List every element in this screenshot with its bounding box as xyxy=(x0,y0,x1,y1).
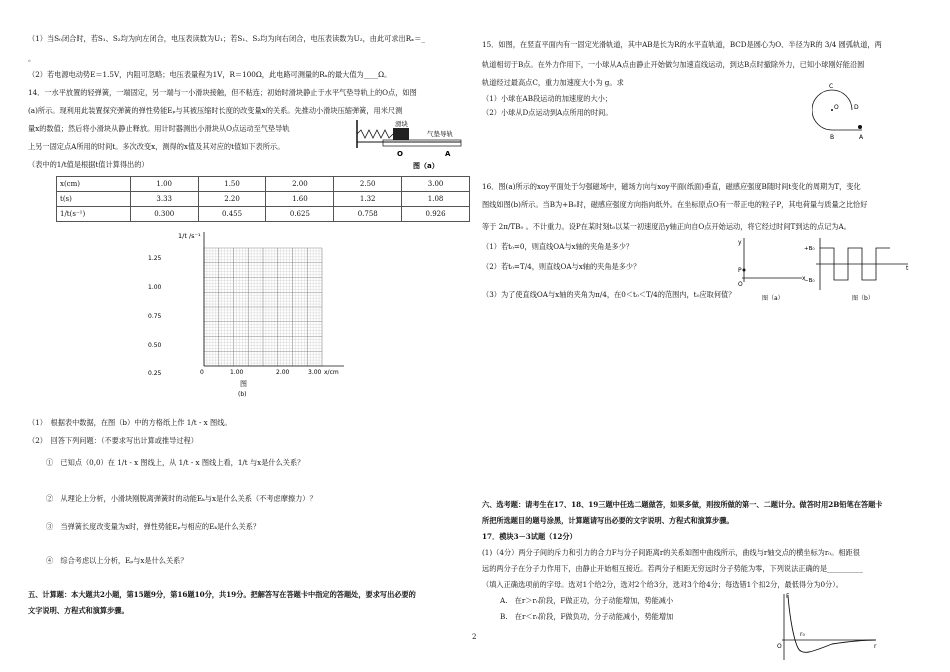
table-row-label: x(cm) xyxy=(57,177,131,192)
fig16-t: t xyxy=(906,265,909,272)
label-o: O xyxy=(834,104,839,111)
xtick-1: 1.00 xyxy=(230,369,244,376)
data-table xyxy=(56,176,470,222)
q15-line1: 15．如图，在竖直平面内有一固定光滑轨道，其中AB是长为R的水平直轨道，BCD是圆心为O、半径为R的 3/4 圆弧轨道，两 xyxy=(482,40,882,49)
fig16-b0p: +B₀ xyxy=(804,246,815,252)
graph-ylabel: 1/t /s⁻¹ xyxy=(178,232,201,240)
table-cell: 3.00 xyxy=(402,177,470,192)
figure-16 xyxy=(732,234,922,304)
ytick-3: 0.75 xyxy=(148,313,162,320)
table-row xyxy=(57,177,470,192)
q16-line3: 等于 2π/TB₀ 。不计重力。设P在某时刻t₀以某一初速度沿y轴正向自O点开始运动，将它经过时间T到达的点记为A。 xyxy=(482,222,851,231)
label-c: C xyxy=(829,83,834,90)
label-d: D xyxy=(854,104,859,111)
table-row xyxy=(57,207,470,222)
q16-sub3: （3）为了使直线OA与x轴的夹角为π/4，在0＜t₀＜T/4的范围内，t₀应取何值？ xyxy=(482,290,736,299)
q14-sub1: （1） 根据表中数据，在图（b）中的方格纸上作 1/t - x 图线。 xyxy=(28,418,232,427)
fig16-b0m: −B₀ xyxy=(804,278,815,284)
graph-b xyxy=(148,228,348,398)
table-row-label: 1/t(s⁻¹) xyxy=(57,207,131,222)
ytick-2: 1.00 xyxy=(148,284,162,291)
q14-line1: 14．一水平放置的轻弹簧，一端固定，另一端与一小滑块接触，但不粘连；初始时滑块静止于水平气垫导轨上的O点，如图 xyxy=(28,88,417,97)
page-number: 2 xyxy=(472,633,477,641)
ytick-1: 1.25 xyxy=(148,255,162,262)
q16-sub2: （2）若t₀=T/4，则直线OA与x轴的夹角是多少？ xyxy=(482,262,641,271)
q16-line1: 16．图(a)所示的xoy平面处于匀强磁场中，磁场方向与xoy平面(纸面)垂直，磁感应强度B随时间t变化的周期为T，变化 xyxy=(482,182,861,191)
ytick-4: 0.50 xyxy=(148,342,162,349)
table-cell: 0.455 xyxy=(198,207,266,222)
fig17-f: F xyxy=(786,593,790,600)
fig17-o: O xyxy=(777,643,782,650)
q14-sub2-4: ④ 综合考虑以上分析，Eₚ与x是什么关系？ xyxy=(46,556,188,565)
section5-line2: 文字说明、方程式和演算步骤。 xyxy=(28,606,129,615)
x-unit: x/cm xyxy=(324,369,339,376)
label-a: A xyxy=(859,134,864,141)
q13-part1: （1）当S₀闭合时，若S₁、S₂均为向左闭合，电压表读数为U₁；若S₁、S₂均为向右闭合，电压表读数为U₂，由此可求出Rₓ＝_ xyxy=(28,34,425,43)
q16-sub1: （1）若t₀=0，则直线OA与x轴的夹角是多少？ xyxy=(482,242,634,251)
q14-line4: 上另一固定点A所用的时间t。多次改变x，测得的x值及其对应的t值如下表所示。 xyxy=(28,142,285,151)
figure-17-force-curve xyxy=(772,590,882,662)
fig16-y: y xyxy=(738,239,742,246)
q17-line3: （填入正确选项前的字母。选对1个给2分，选对2个给3分，选对3个给4分；每选错1个扣2分，最低得分为0分）。 xyxy=(482,580,843,589)
table-cell: 1.08 xyxy=(402,192,470,207)
q16-line2: 图线如图(b)所示。当B为+B₀时，磁感应强度方向指向纸外。在坐标原点O有一带正电的粒子P，其电荷量与质量之比恰好 xyxy=(482,200,868,209)
fig17-r: r xyxy=(874,643,877,650)
table-cell: 0.926 xyxy=(402,207,470,222)
point-a-label: A xyxy=(445,150,451,158)
xtick-3: 3.00 xyxy=(308,369,322,376)
graph-caption: 图 xyxy=(240,380,247,388)
section6-line2: 所把所选题目的题号涂黑，计算题请写出必要的文字说明、方程式和演算步骤。 xyxy=(482,516,734,525)
q14-sub2-3: ③ 当弹簧长度改变量为x时，弹性势能Eₚ与相应的Eₖ是什么关系？ xyxy=(46,522,261,531)
table-cell: 1.32 xyxy=(334,192,402,207)
table-cell: 0.625 xyxy=(266,207,334,222)
fig16-x: x xyxy=(802,275,806,282)
table-cell: 1.00 xyxy=(130,177,198,192)
table-cell: 1.50 xyxy=(198,177,266,192)
fig16-p: P xyxy=(738,267,742,274)
q13-part1-end: 。 xyxy=(28,54,36,63)
figure-15-track xyxy=(812,68,872,142)
q15-line3: 轨道经过最高点C，重力加速度大小为 g。求 xyxy=(482,78,624,87)
table-cell: 0.758 xyxy=(334,207,402,222)
table-cell: 2.50 xyxy=(334,177,402,192)
graph-caption-b: (b) xyxy=(238,391,247,398)
q14-line5: （表中的1/t值是根据t值计算得出的） xyxy=(28,160,149,169)
q15-sub2: （2）小球从D点运动到A点所用的时间。 xyxy=(482,108,613,117)
q14-sub2-1: ① 已知点（0,0）在 1/t - x 图线上，从 1/t - x 图线上看，1/t 与x是什么关系？ xyxy=(46,458,305,467)
q15-line2: 轨道相切于B点。在外力作用下，一小球从A点由静止开始做匀加速直线运动，到达B点时撤除外力，已知小球刚好能沿圆 xyxy=(482,60,865,69)
q14-line3: 量x的数值；然后将小滑块从静止释放。用计时器测出小滑块从O点运动至气垫导轨 xyxy=(28,124,290,133)
label-b: B xyxy=(830,134,835,141)
table-cell: 0.300 xyxy=(130,207,198,222)
fig16-capa: 图（a） xyxy=(762,295,784,302)
q14-sub2: （2） 回答下列问题：（不要求写出计算或推导过程） xyxy=(28,436,198,445)
q17-line2: 远的两分子在分子力作用下，由静止开始相互接近。若两分子相距无穷远时分子势能为零，下列说法正确的是__________ xyxy=(482,564,863,573)
slider-label: 滑块 xyxy=(395,120,408,128)
graph-grid xyxy=(204,232,344,366)
table-cell: 2.00 xyxy=(266,177,334,192)
fig17-r0: r₀ xyxy=(800,631,805,638)
fig16-capb: 图（b） xyxy=(852,295,874,302)
q17-option-a: A. 在r＞r₀阶段，F做正功，分子动能增加，势能减小 xyxy=(500,596,674,605)
table-row-label: t(s) xyxy=(57,192,131,207)
q14-sub2-2: ② 从理论上分析，小滑块刚脱离弹簧时的动能Eₖ与x是什么关系（不考虑摩擦力）？ xyxy=(46,494,317,503)
q17-option-b: B. 在r＜r₀阶段，F做负功，分子动能减小，势能增加 xyxy=(500,612,674,621)
q17-title: 17．模块3－3试题（12分） xyxy=(482,532,577,541)
ball xyxy=(858,125,862,129)
ytick-5: 0.25 xyxy=(148,370,162,377)
q15-sub1: （1）小球在AB段运动的加速度的大小； xyxy=(482,94,613,103)
table-row xyxy=(57,192,470,207)
q17-line1: (1)（4分）两分子间的斥力和引力的合力F与分子间距离r的关系如图中曲线所示，曲线与r轴交点的横坐标为r₀。相距很 xyxy=(482,548,860,557)
table-cell: 1.60 xyxy=(266,192,334,207)
figure-a-spring-rail xyxy=(353,118,465,170)
fig16-o: O xyxy=(738,281,743,288)
xtick-0: 0 xyxy=(200,369,204,376)
xtick-2: 2.00 xyxy=(276,369,290,376)
section6-line1: 六、选考题：请考生在17、18、19三题中任选二题做答，如果多做，则按所做的第一、二题计分。做答时用2B铅笔在答题卡 xyxy=(482,500,883,509)
table-cell: 2.20 xyxy=(198,192,266,207)
section5-line1: 五、计算题：本大题共2小题，第15题9分，第16题10分，共19分。把解答写在答题卡中指定的答题处，要求写出必要的 xyxy=(28,590,416,599)
figure-a-caption: 图（a） xyxy=(413,162,439,170)
slider-block xyxy=(393,128,409,140)
point-o-label: O xyxy=(397,150,403,158)
q14-line2: (a)所示。现利用此装置探究弹簧的弹性势能Eₚ与其被压缩时长度的改变量x的关系。先推动小滑块压缩弹簧，用米尺测 xyxy=(28,106,403,115)
q13-part2: （2）若电源电动势E＝1.5V，内阻可忽略；电压表量程为1V，R＝100Ω，此电路可测量的Rₓ的最大值为____Ω。 xyxy=(28,70,392,79)
table-cell: 3.33 xyxy=(130,192,198,207)
rail-label: 气垫导轨 xyxy=(427,130,453,138)
